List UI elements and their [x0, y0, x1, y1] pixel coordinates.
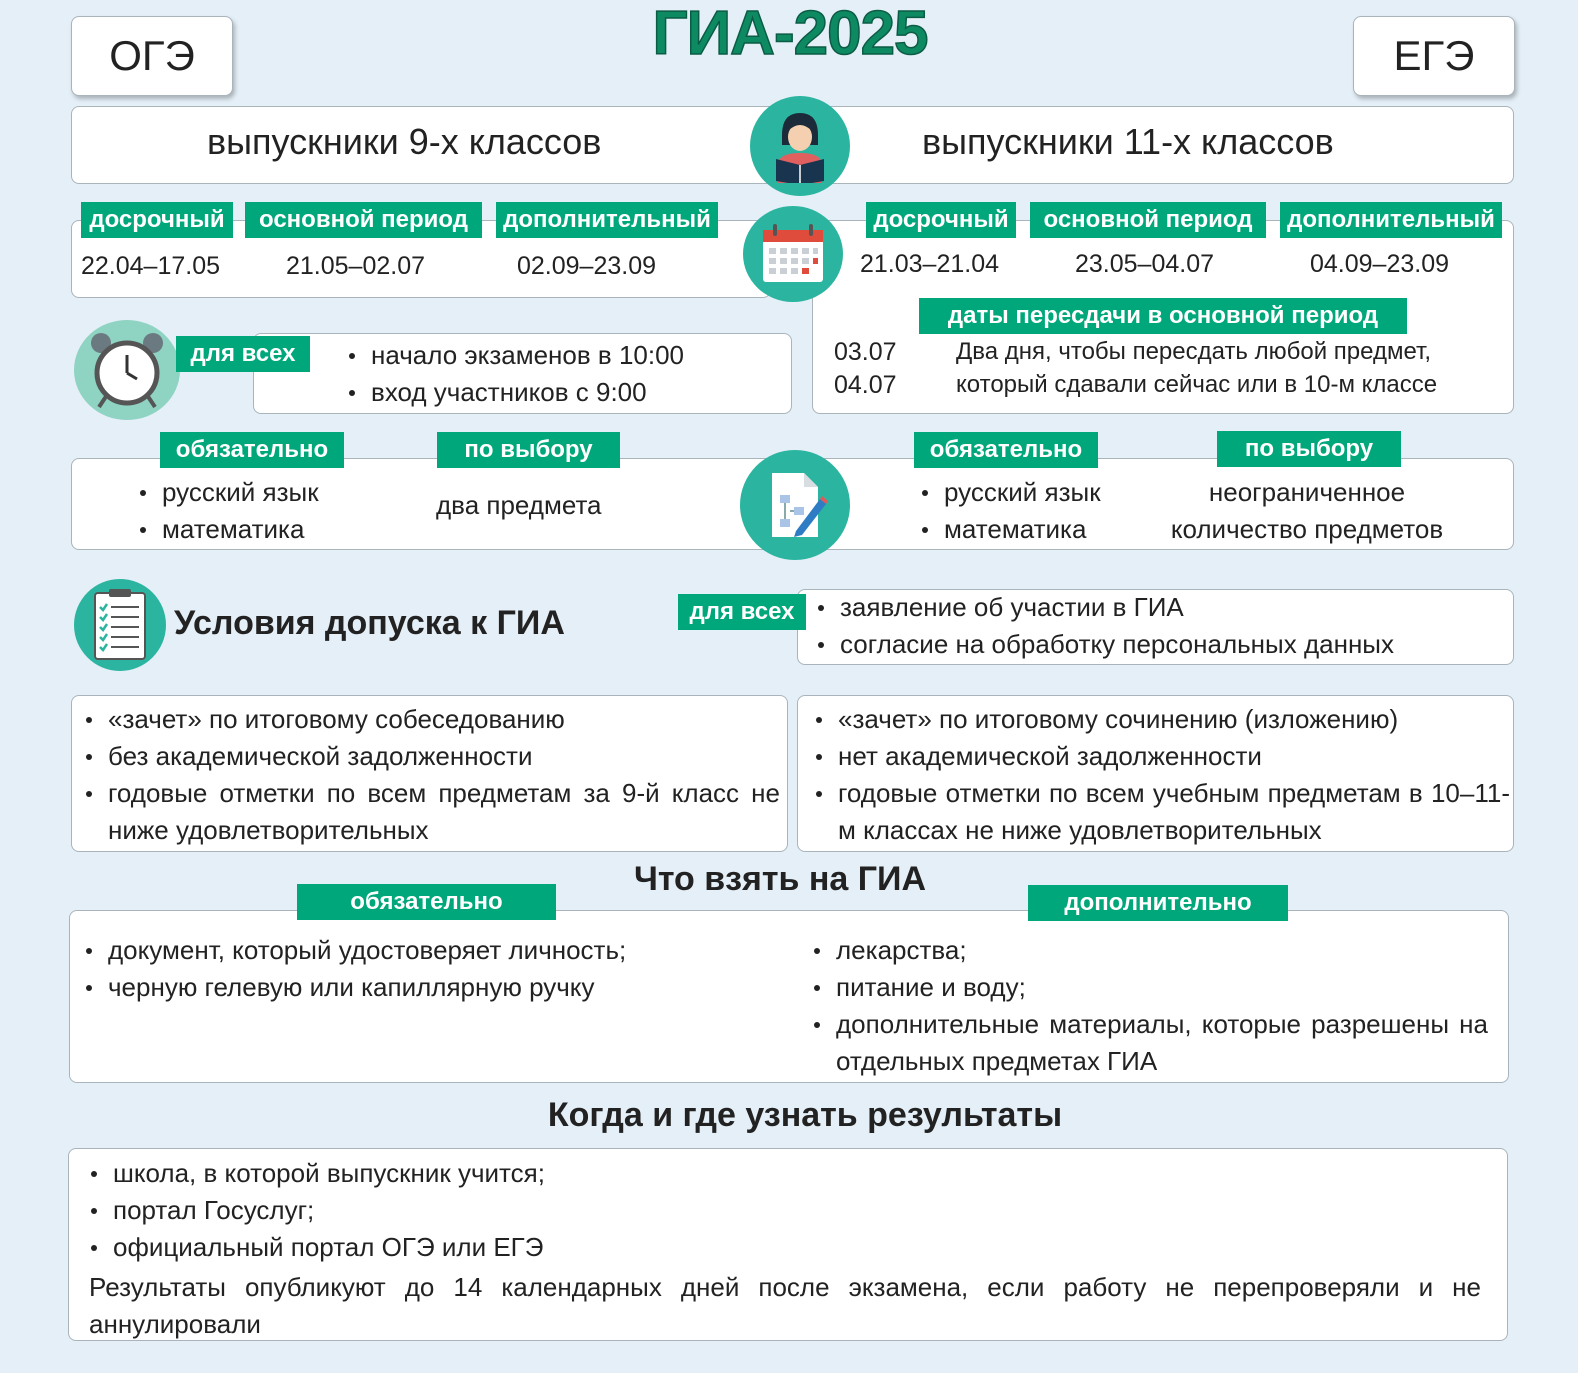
ege-period-early-tag: досрочный [866, 202, 1016, 238]
admission-item: годовые отметки по всем предметам за 9-й класс не ниже удовлетворительных [80, 775, 780, 849]
exam-start-list [343, 337, 684, 411]
oge-mandatory-tag: обязательно [160, 432, 344, 468]
exam-start-item: вход участников с 9:00 [343, 374, 684, 411]
for-all-tag-1: для всех [176, 336, 310, 372]
results-note: Результаты опубликуют до 14 календарных дней после экзамена, если работу не перепроверяли и не аннулировали [89, 1272, 1481, 1339]
oge-period-extra-tag: дополнительный [496, 202, 718, 238]
grads-11: выпускники 11-х классов [922, 121, 1334, 162]
results-heading: Когда и где узнать результаты [547, 1096, 1063, 1134]
bring-mandatory-tag: обязательно [297, 884, 556, 920]
admission-for-all-list [812, 589, 1394, 663]
bring-item: лекарства; [808, 932, 1488, 969]
results-place: школа, в которой выпускник учится; [85, 1155, 545, 1192]
admission-oge-list [80, 701, 780, 849]
page-title: ГИА-2025 [652, 0, 928, 68]
ege-optional-text-1: неограниченное [1208, 477, 1406, 507]
oge-mandatory-list [134, 474, 319, 548]
ege-period-main-dates: 23.05–04.07 [1075, 250, 1215, 278]
subject-item: русский язык [134, 474, 319, 511]
oge-period-early-tag: досрочный [81, 202, 233, 238]
ege-label-box [1353, 16, 1515, 96]
oge-optional-text: два предмета [436, 490, 602, 520]
subject-item: русский язык [916, 474, 1101, 511]
oge-period-extra-dates: 02.09–23.09 [517, 252, 657, 280]
admission-item: без академической задолженности [80, 738, 780, 775]
ege-optional-tag: по выбору [1217, 431, 1401, 467]
results-places-list [85, 1155, 545, 1266]
document-edit-icon [740, 450, 850, 560]
bring-item: черную гелевую или капиллярную ручку [80, 969, 626, 1006]
admission-heading: Условия допуска к ГИА [174, 604, 565, 642]
oge-label-box [71, 16, 233, 96]
admission-item: нет академической задолженности [810, 738, 1510, 775]
bring-additional-list [808, 932, 1488, 1080]
retake-text-2: который сдавали сейчас или в 10-м классе [956, 371, 1438, 398]
ege-label: ЕГЭ [1393, 32, 1475, 79]
admission-item: «зачет» по итоговому сочинению (изложению) [810, 701, 1510, 738]
student-reading-icon [750, 96, 850, 196]
calendar-icon [743, 206, 843, 302]
subject-item: математика [916, 511, 1101, 548]
oge-optional-tag: по выбору [437, 432, 620, 468]
admission-item: годовые отметки по всем учебным предметам в 10–11-м классах не ниже удовлетворительных [810, 775, 1510, 849]
oge-period-main-dates: 21.05–02.07 [286, 252, 426, 280]
results-place: портал Госуслуг; [85, 1192, 545, 1229]
admission-ege-list [810, 701, 1510, 849]
admission-item: заявление об участии в ГИА [812, 589, 1394, 626]
exam-start-item: начало экзаменов в 10:00 [343, 337, 684, 374]
ege-period-early-dates: 21.03–21.04 [860, 250, 1000, 278]
ege-mandatory-tag: обязательно [914, 432, 1098, 468]
bring-mandatory-list [80, 932, 626, 1006]
ege-period-extra-tag: дополнительный [1280, 202, 1502, 238]
ege-period-extra-dates: 04.09–23.09 [1310, 250, 1450, 278]
oge-period-early-dates: 22.04–17.05 [81, 252, 221, 280]
retake-tag: даты пересдачи в основной период [919, 298, 1407, 334]
ege-period-main-tag: основной период [1030, 202, 1266, 238]
oge-period-main-tag: основной период [245, 202, 482, 238]
bring-item: документ, который удостоверяет личность; [80, 932, 626, 969]
admission-item: согласие на обработку персональных данных [812, 626, 1394, 663]
alarm-clock-icon [74, 320, 180, 420]
retake-date-1: 03.07 [834, 338, 897, 366]
bring-item: дополнительные материалы, которые разрешены на отдельных предметах ГИА [808, 1006, 1488, 1080]
oge-label: ОГЭ [109, 32, 195, 79]
results-place: официальный портал ОГЭ или ЕГЭ [85, 1229, 545, 1266]
checklist-icon [74, 579, 166, 671]
ege-optional-text-2: количество предметов [1170, 514, 1444, 544]
retake-date-2: 04.07 [834, 371, 897, 399]
for-all-tag-2: для всех [678, 594, 806, 630]
bring-item: питание и воду; [808, 969, 1488, 1006]
admission-item: «зачет» по итоговому собеседованию [80, 701, 780, 738]
ege-mandatory-list [916, 474, 1101, 548]
retake-text-1: Два дня, чтобы пересдать любой предмет, [956, 338, 1431, 365]
bring-additional-tag: дополнительно [1028, 885, 1288, 921]
bring-heading: Что взять на ГИА [633, 860, 927, 898]
grads-9: выпускники 9-х классов [207, 121, 602, 162]
subject-item: математика [134, 511, 319, 548]
